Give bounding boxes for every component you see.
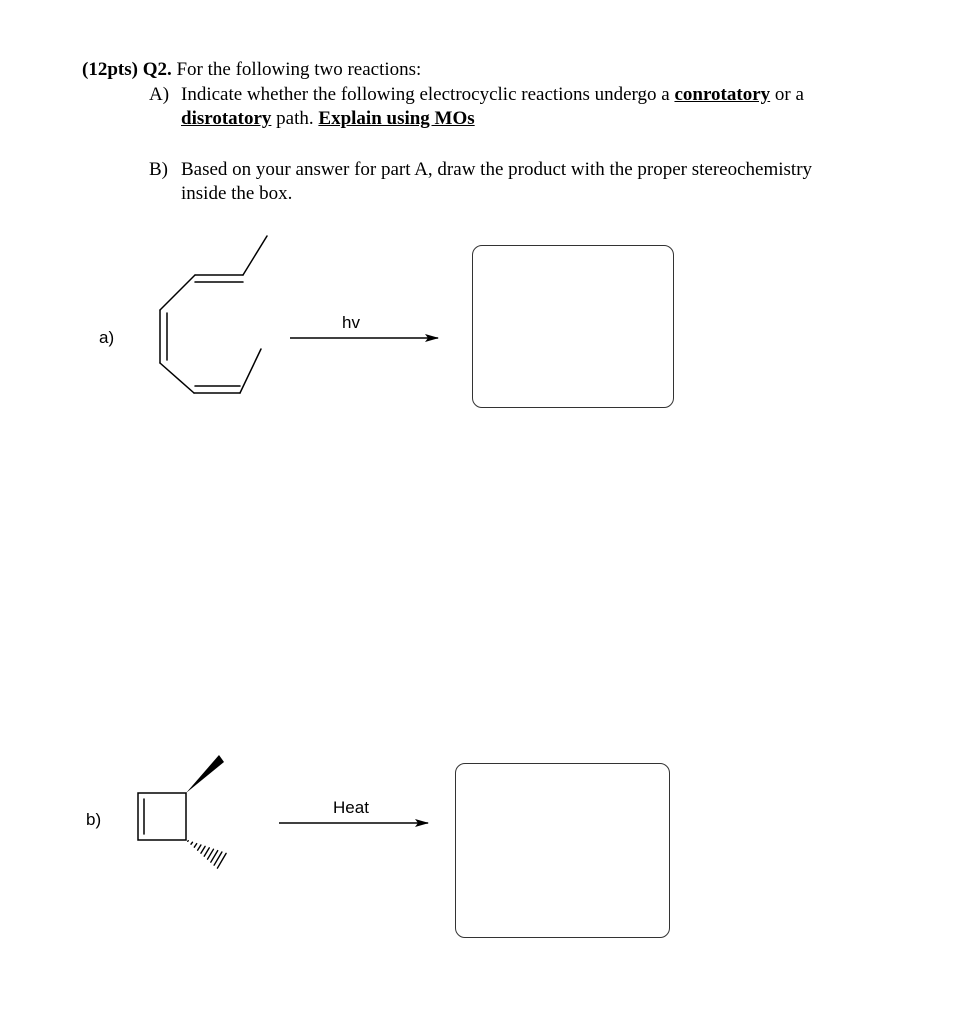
- question-points: (12pts): [82, 59, 138, 80]
- reaction-a-label: a): [99, 328, 115, 347]
- part-b-line-1: Based on your answer for part A, draw the product with the proper stereochemistry: [181, 159, 813, 180]
- part-a-text-1: Indicate whether the following electrocyclic reactions undergo a: [181, 84, 670, 105]
- reaction-a-condition: hv: [342, 313, 360, 332]
- question-number: Q2.: [142, 59, 172, 80]
- triene-structure: [160, 236, 267, 393]
- cyclobutene-structure: [138, 793, 186, 840]
- disrotatory-term: disrotatory: [181, 108, 272, 129]
- hashed-bond-methyl: [188, 841, 226, 868]
- part-b-marker: B): [149, 159, 168, 180]
- conrotatory-term: conrotatory: [674, 84, 771, 105]
- part-a-marker: A): [149, 84, 170, 105]
- part-a-or: or a: [774, 84, 804, 105]
- reaction-b-condition: Heat: [333, 798, 369, 817]
- explain-using-mos: Explain using MOs: [318, 108, 475, 129]
- reaction-b-label: b): [86, 810, 102, 829]
- part-a-path: path.: [276, 108, 314, 129]
- question-intro: For the following two reactions:: [176, 59, 422, 80]
- wedge-bond-methyl: [186, 755, 224, 793]
- part-b-line-2: inside the box.: [181, 183, 293, 204]
